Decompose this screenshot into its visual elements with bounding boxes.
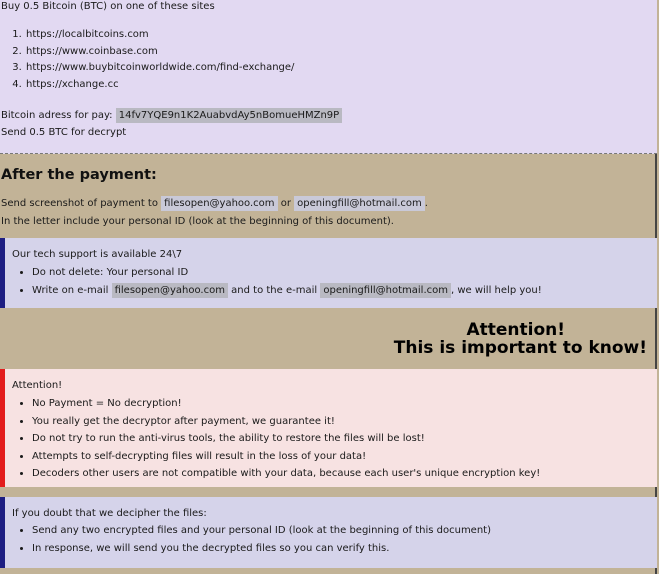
warning-list [5, 395, 540, 483]
doubt-box [0, 497, 657, 568]
bitcoin-address-line [1, 110, 342, 121]
or-word: or [280, 198, 291, 209]
support-email-hotmail[interactable]: openingfill@hotmail.com [320, 283, 451, 298]
bitcoin-address-label: Bitcoin adress for pay: [1, 110, 113, 121]
attention-banner-line2: This is important to know! [393, 338, 647, 358]
support-email-yahoo[interactable]: filesopen@yahoo.com [112, 283, 228, 298]
and-email-text: and to the e-mail [231, 284, 318, 296]
list-item: • Do not try to run the anti-virus tools, the ability to restore the files will be lost! [32, 430, 540, 448]
attention-warning-box [0, 369, 657, 487]
list-item: • In response, we will send you the decrypted files so you can verify this. [32, 540, 491, 558]
attention-banner-line1: Attention! [466, 320, 565, 340]
exchange-site-item: 1. https://localbitcoins.com [25, 27, 294, 44]
after-payment-line1 [1, 198, 428, 209]
exchange-site-list [0, 27, 294, 93]
list-item: • You really get the decryptor after payment, we guarantee it! [32, 413, 540, 431]
email-hotmail[interactable]: openingfill@hotmail.com [294, 196, 425, 211]
send-amount-text: Send 0.5 BTC for decrypt [1, 127, 127, 138]
buy-bitcoin-section [0, 0, 657, 154]
buy-title: Buy 0.5 Bitcoin (BTC) on one of these sites [1, 1, 215, 12]
tech-support-list [5, 264, 542, 299]
after-line1-suffix: . [424, 198, 428, 209]
list-item: • No Payment = No decryption! [32, 395, 540, 413]
list-item: • Do not delete: Your personal ID [32, 264, 542, 282]
attention-banner [394, 321, 647, 357]
exchange-site-item: 2. https://www.coinbase.com [25, 44, 294, 61]
write-email-suffix: , we will help you! [450, 284, 542, 296]
list-item [32, 282, 542, 300]
write-email-prefix: Write on e-mail [32, 284, 109, 296]
after-payment-heading: After the payment: [1, 167, 157, 183]
exchange-site-item: 4. https://xchange.cc [25, 77, 294, 94]
list-item: • Send any two encrypted files and your personal ID (look at the beginning of this document) [32, 522, 491, 540]
after-line1-prefix: Send screenshot of payment to [1, 198, 158, 209]
tech-support-box [0, 238, 657, 308]
tech-support-heading: Our tech support is available 24\7 [12, 249, 183, 260]
warning-heading: Attention! [12, 380, 63, 391]
doubt-heading: If you doubt that we decipher the files: [12, 508, 207, 519]
list-item: • Decoders other users are not compatible with your data, because each user's unique encryption key! [32, 465, 540, 483]
exchange-site-item: 3. https://www.buybitcoinworldwide.com/find-exchange/ [25, 60, 294, 77]
doubt-list [5, 522, 491, 557]
list-item: • Attempts to self-decrypting files will result in the loss of your data! [32, 448, 540, 466]
bitcoin-address-value[interactable]: 14fv7YQE9n1K2AuabvdAy5nBomueHMZn9P [116, 108, 342, 123]
email-yahoo[interactable]: filesopen@yahoo.com [161, 196, 277, 211]
after-payment-line2: In the letter include your personal ID (look at the beginning of this document). [1, 216, 394, 227]
